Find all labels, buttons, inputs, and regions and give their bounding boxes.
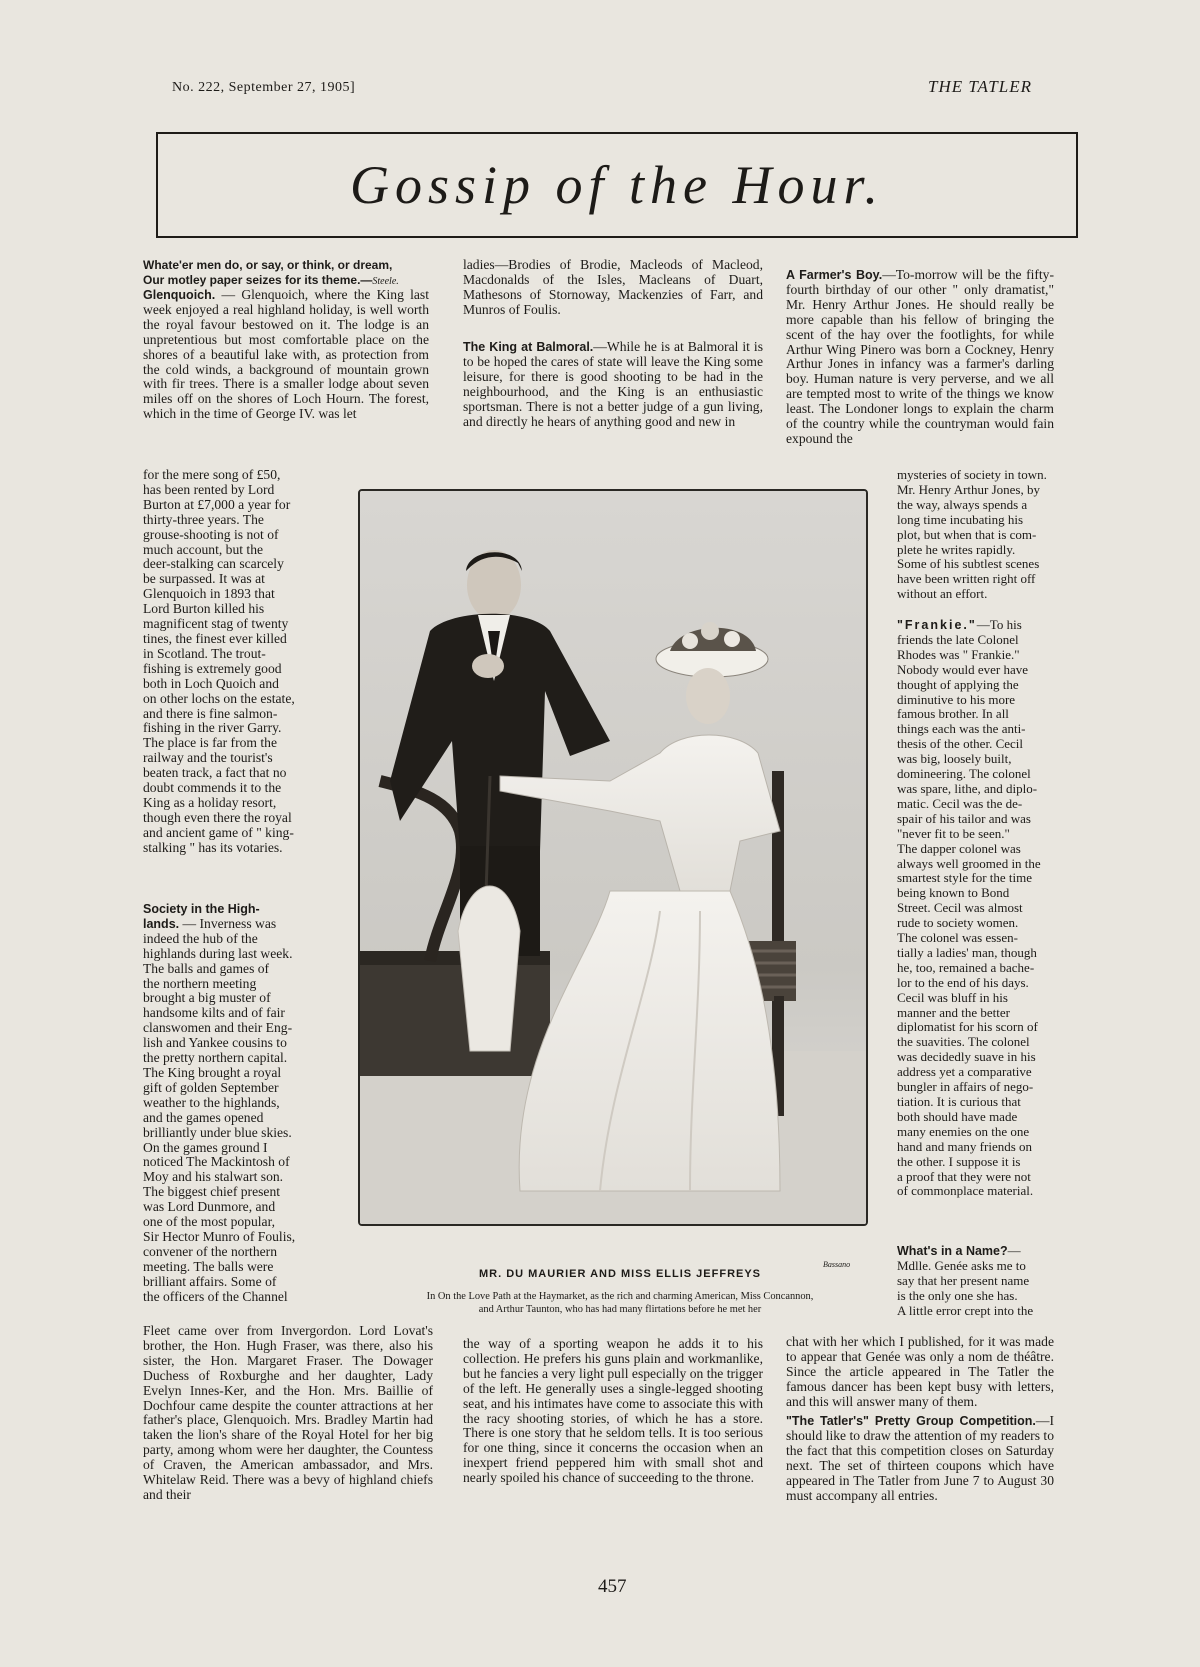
bench	[360, 956, 550, 1076]
parasol	[458, 886, 520, 1051]
farmer-heading: A Farmer's Boy.	[786, 268, 883, 282]
farmer-paragraph	[786, 268, 1054, 447]
name-text-narrow: — Mdlle. Genée asks me to say that her present name is the only one she has. A little error crept into the	[897, 1243, 1034, 1318]
photo-credit: Bassano	[823, 1260, 851, 1269]
society-text: — Inverness was indeed the hub of the highlands during last week. The balls and games of the northern meeting brought a big muster of handsome kilts and of fair clanswomen and their Eng- lish and Yankee cousins to the pretty northern capital. The King brought a royal gift of golden September weather to the highlands, and the games opened brilliantly under blue skies. On the games ground I noticed The Mackintosh of Moy and his stalwart son. The biggest chief present was Lord Dunmore, and one of the most popular, Sir Hector Munro of Foulis, convener of the northern meeting. The balls were brilliant affairs. Some of the officers of the Channel	[143, 915, 296, 1304]
page-number: 457	[598, 1576, 627, 1597]
balmoral-heading: The King at Balmoral.	[463, 340, 594, 354]
title-box	[156, 132, 1078, 238]
epigraph-text: Whate'er men do, or say, or think, or dream, Our motley paper seizes for its theme.—	[143, 258, 393, 287]
farmer-continued: mysteries of society in town. Mr. Henry Arthur Jones, by the way, always spends a long time incubating his plot, but when that is com- plete he writes rapidly. Some of his subtlest scenes have been written right off without an effort.	[897, 467, 1047, 602]
balmoral-paragraph	[463, 340, 763, 429]
society-heading: Society in the High- lands.	[143, 902, 260, 931]
photo-illustration	[360, 491, 866, 1224]
farmer-text: —To-morrow will be the fifty-fourth birthday of our other " only dramatist," Mr. Henry Arthur Jones. He should really be more capable than his fellow of bringing the scent of the hay over the footlights, for while Arthur Wing Pinero was born a Cockney, Henry Arthur Jones in infancy was a farmer's darling boy. Human nature is very perverse, and we all are tempted most to write of the things we know least. The Londoner longs to explain the charm of the country while the countryman would fain expound the	[786, 267, 1055, 446]
competition-text: —I should like to draw the attention of my readers to the fact that this competition closes on Saturday next. The set of thirteen coupons which have appeared in The Tatler from June 7 to August 30 must accompany all entries.	[786, 1413, 1054, 1503]
glenquoich-continued: for the mere song of £50, has been rented by Lord Burton at £7,000 a year for thirty-three years. The grouse-shooting is not of much account, but the deer-stalking can scarcely be surpassed. It was at Glenquoich in 1893 that Lord Burton killed his magnificent stag of twenty tines, the finest ever killed in Scotland. The trout- fishing is extremely good both in Loch Quoich and on other lochs on the estate, and there is fine salmon- fishing in the river Garry. The place is far from the railway and the tourist's beaten track, a fact that no doubt commends it to the King as a holiday resort, though even there the royal and ancient game of " king- stalking " has its votaries.	[143, 467, 295, 855]
page-title: Gossip of the Hour.	[349, 155, 885, 215]
photograph	[358, 489, 868, 1226]
competition-heading: "The Tatler's" Pretty Group Competition.	[786, 1414, 1036, 1428]
name-heading: What's in a Name?	[897, 1244, 1008, 1258]
photo-caption-title: MR. DU MAURIER AND MISS ELLIS JEFFREYS	[478, 1268, 762, 1280]
name-continued: chat with her which I published, for it was made to appear that Genée was only a nom de théâtre. Since the article appeared in The Tatler the famous dancer has been kept busy with letters, and this will answer many of them.	[786, 1334, 1054, 1409]
photo-caption-subtitle: In On the Love Path at the Haymarket, as the rich and charming American, Miss Concannon, and Arthur Taunton, who has had many flirtations before he met her	[426, 1291, 814, 1315]
masthead: THE TATLER	[928, 77, 1032, 96]
frankie-heading: "Frankie."	[897, 618, 977, 632]
society-paragraph	[143, 902, 337, 1304]
glenquoich-heading: Glenquoich.	[143, 288, 216, 302]
competition-paragraph	[786, 1414, 1054, 1503]
frankie-text: —To his friends the late Colonel Rhodes was " Frankie." Nobody would ever have thought of applying the diminutive to his more famous brother. In all things each was the anti- thesis of the other. Cecil was big, loosely built, domineering. The colonel was spare, lithe, and diplo- matic. Cecil was the de- spair of his tailor and was "never fit to be seen." The dapper colonel was always well groomed in the smartest style for the time being known to Bond Street. Cecil was almost rude to society women. The colonel was essen- tially a ladies' man, though he, too, remained a bache- lor to the end of his days. Cecil was bluff in his manner and the better diplomatist for his scorn of the suavities. The colonel was decidedly suave in his address yet a comparative bungler in affairs of nego- tiation. It is curious that both should have made many enemies on the one hand and many friends on the other. I suppose it is a proof that they were not of commonplace material.	[897, 617, 1041, 1199]
epigraph	[143, 258, 429, 290]
issue-line: No. 222, September 27, 1905]	[172, 80, 356, 95]
society-continued: Fleet came over from Invergordon. Lord Lovat's brother, the Hon. Hugh Fraser, was there, also his sister, the Hon. Margaret Fraser. The Dowager Duchess of Roxburghe and her daughter, Lady Evelyn Innes-Ker, and the Hon. Mrs. Baillie of Dochfour came despite the counter attractions at her father's place, Glenquoich. Mrs. Bradley Martin had taken the lion's share of the Royal Hotel for her big party, among whom were her daughter, the Countess of Craven, the American ambassador, and Mrs. Whitelaw Reid. There was a bevy of highland chiefs and their	[143, 1323, 433, 1502]
epigraph-source: Steele.	[372, 275, 399, 287]
glenquoich-paragraph	[143, 288, 429, 422]
name-paragraph	[897, 1244, 1054, 1319]
clans-paragraph: ladies—Brodies of Brodie, Macleods of Macleod, Macdonalds of the Isles, Macleans of Duart, Mathesons of Stornoway, Mackenzies of Farr, and Munros of Foulis.	[463, 257, 763, 317]
frankie-paragraph	[897, 618, 1054, 1199]
balmoral-text: —While he is at Balmoral it is to be hoped the cares of state will leave the King some leisure, for there is good shooting to be had in the neighbourhood, and the King is an enthusiastic sportsman. There is not a better judge of a gun living, and directly he hears of anything good and new in	[463, 339, 763, 429]
glenquoich-text: — Glenquoich, where the King last week enjoyed a real highland holiday, is well worth the royal favour bestowed on it. The lodge is an unpretentious but most comfortable place on the shores of a beautiful lake with, as protection from the cold winds, a background of mountain grown with fir trees. There is a smaller lodge about seven miles off on the shores of Loch Hourn. The forest, which in the time of George IV. was let	[143, 287, 429, 422]
balmoral-continued: the way of a sporting weapon he adds it to his collection. He prefers his guns plain and workmanlike, but he fancies a very light pull especially on the trigger of the left. He generally uses a single-legged shooting seat, and his intimates have come to associate this with the racy shooting stories, of which he has a store. There is one story that he seldom tells. It is too serious for one thing, since it concerns the occasion when an inexpert friend peppered him with small shot and nearly spoiled his chance of succeeding to the throne.	[463, 1336, 763, 1486]
